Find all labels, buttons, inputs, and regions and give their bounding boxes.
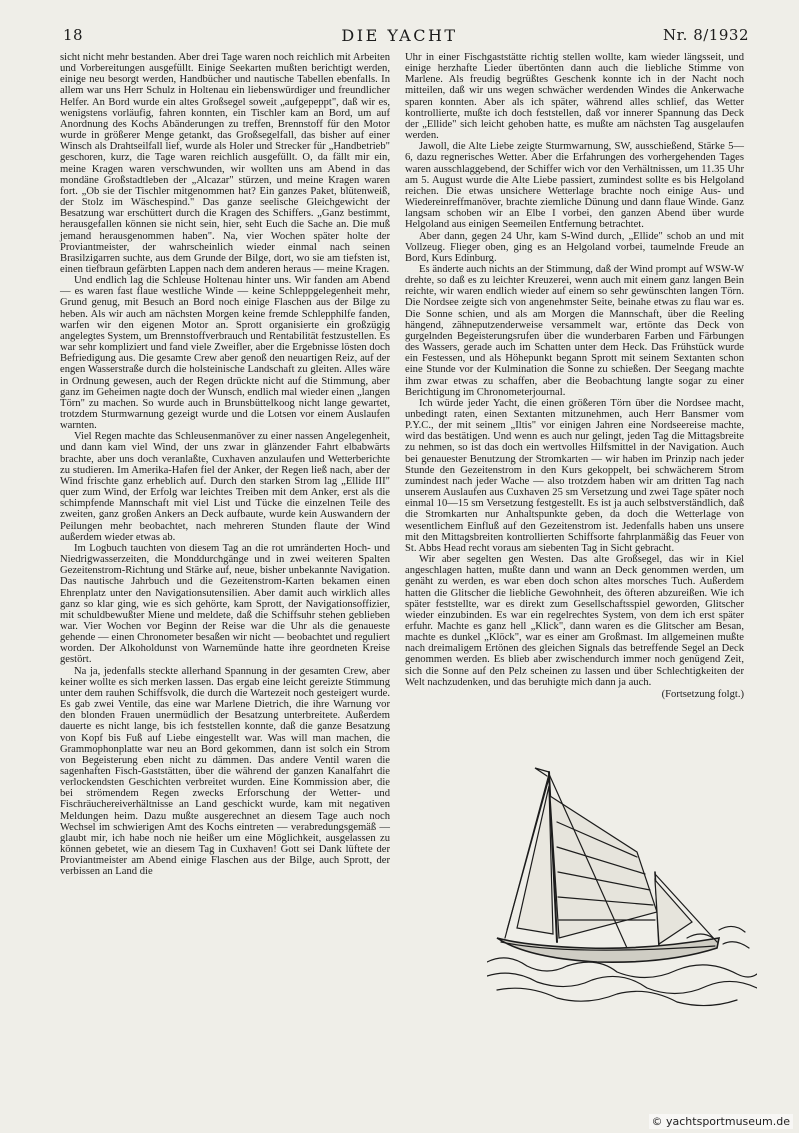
paragraph: Wir aber segelten gen Westen. Das alte Großsegel, das wir in Kiel angeschlagen hatten, mußte dann und wann an Deck genommen werden, um genäht zu werden, es war eben doch schon altes morsches Tuch. Außerdem hatten die Glitscher die liebliche Gewohnheit, des öfteren abzureißen. Wie ich später feststellte, war es direkt zum Gesellschaftsspiel geworden, Glitscher wieder einzubinden. Es war ein regelrechtes System, von dem ich erst später erfuhr. Machte es ganz hell „Klick", dann waren es die Glitscher am Besan, machte es dunkel „Klöck", war es einer am Großmast. Im allgemeinen mußte nach dreimaligem Ertönen des gleichen Signals das betreffende Segel an Deck genommen werden. Es blieb aber zwischendurch immer noch genügend Zeit, sich die Sonne auf den Pelz scheinen zu lassen und über Schlechtigkeiten der Welt nachzudenken, und das beruhigte mich dann ja auch. [405,554,744,688]
left-column [60,52,390,878]
paragraph: Ich würde jeder Yacht, die einen größeren Törn über die Nordsee macht, unbedingt raten, einen Sextanten mitzunehmen, auch Herr Bansmer vom P.Y.C., der mit seinem „Iltis" vor einigen Jahren eine Nordseereise machte, wird das bestätigen. Und wenn es auch nur gelingt, jeden Tag die Mittagsbreite zu nehmen, so ist das doch ein wertvolles Hilfsmittel in der Navigation. Auch bei genauester Benutzung der Stromkarten — wir haben im Prinzip nach jeder Stunde den Gezeitenstrom in den Kurs gekoppelt, bei schwächerem Strom zumindest nach jeder Wache — also trotzdem haben wir am dritten Tag nach unserem Auslaufen aus Cuxhaven 25 sm Versetzung und zwei Tage später noch einmal 10—15 sm Versetzung festgestellt. Es ist ja auch selbstverständlich, daß die Stromkarten nur Anhaltspunkte geben, da doch die Wetterlage von wesentlichem Einfluß auf den Gezeitenstrom ist. Jedenfalls haben uns unsere mit den Mittagsbreiten kontrollierten Schiffsorte fahrplanmäßig das Feuer von St. Abbs Head recht voraus am siebenten Tag in Sicht gebracht. [405,397,744,554]
magazine-title: DIE YACHT [341,26,458,45]
watermark: © yachtsportmuseum.de [649,1114,793,1129]
paragraph: Im Logbuch tauchten von diesem Tag an die rot umränderten Hoch- und Niedrigwasserzeiten, die Monddurchgänge und in zwei weiteren Spalten Gezeitenstrom-Richtung und Stärke auf, neue, bisher unbekannte Navigation. Das nautische Jahrbuch und die Gezeitenstrom-Karten bekamen einen Ehrenplatz unter den Navigationsutensilien. Aber damit auch wirklich alles ganz so klar ging, wie es sich gehörte, kam Sprott, der Navigationsoffizier, mit schuldbewußter Miene und meldete, daß die Schiffsuhr stehen geblieben war. Vier Wochen vor Beginn der Reise war die Uhr als die genaueste gehende — einen Chronometer besaßen wir nicht — beobachtet und reguliert worden. Der Alkoholdunst von Warnemünde hatte ihre geordneten Kreise gestört. [60,542,390,666]
right-column [405,52,744,700]
page-number: 18 [63,26,84,44]
paragraph: Jawoll, die Alte Liebe zeigte Sturmwarnung, SW, ausschießend, Stärke 5—6, dazu regnerisches Wetter. Aber die Erfahrungen des vorhergehenden Tages waren ausschlaggebend, der Schiffer wich vor den Verhältnissen, um 11.35 Uhr am 5. August wurde die Alte Liebe passiert, zumindest sollte es bis Helgoland reichen. Die etwas unsichere Wetterlage brachte noch einige Aus- und Wiedereinreffmanöver, brachte ziemliche Dünung und dann flaue Winde. Ganz langsam schoben wir an Elbe I vorbei, den ganzen Abend über wurde Helgoland aus einigen Seemeilen Entfernung betrachtet. [405,141,744,231]
paragraph: Viel Regen machte das Schleusenmanöver zu einer nassen Angelegenheit, und dann kam viel Wind, der uns zwar in glänzender Fahrt elbabwärts brachte, aber uns doch veranlaßte, Cuxhaven anzulaufen und Wetterberichte zu studieren. Im Amerika-Hafen fiel der Anker, der Regen ließ nach, aber der Wind frischte ganz erheblich auf. Durch den starken Strom lag „Ellide III" quer zum Wind, der Erfolg war leichtes Treiben mit dem Anker, erst als die schimpfende Mannschaft mit viel List und Tücke die einzelnen Teile des zweiten, ganz großen Ankers an Deck aufbaute, wurde kein Auswandern der Peilungen mehr beobachtet, nach mehreren Stunden flaute der Wind außerdem wieder etwas ab. [60,431,390,543]
paragraph: Uhr in einer Fischgaststätte richtig stellen wollte, kam wieder längsseit, und einige herzhafte Lieder übertönten dann auch die liebliche Stimme von Marlene. Als freudig begrüßtes Geschenk konnte ich in der Nacht noch mitteilen, daß wir uns wegen schwächer werdenden Windes die Ankerwache sparen konnten. Aber als ich später, während alles schlief, das Wetter kontrollierte, mußte ich doch feststellen, daß vor innerer Spannung das Deck der „Ellide" sich leicht gehoben hatte, es mußte am nächsten Tag ausgelaufen werden. [405,52,744,142]
paragraph: Es änderte auch nichts an der Stimmung, daß der Wind prompt auf WSW-W drehte, so daß es zu leichter Kreuzerei, wenn auch mit einem ganz langen Bein reichte, wir waren endlich wieder auf einem so sehr gewünschten langen Törn. Die Nordsee zeigte sich von angenehmster Seite, beinahe etwas zu flau war es. Die Sonne schien, und als am Morgen die Mannschaft, über die Reeling hängend, zähneputzenderweise versammelt war, ertönte das Deck von gurgelnden Begeisterungsrufen über die wunderbaren Farben und Färbungen des Wassers, gerade auch im Schatten unter dem Heck. Das Frühstück wurde ein Festessen, und als Höhepunkt begann Sprott mit seinem Sextanten schon eine Stunde vor der Kulmination die Sonne zu schießen. Der Seegang machte ihm zwar etwas zu schaffen, aber die Beobachtung langte sogar zu einer Berichtigung im Chronometerjournal. [405,263,744,398]
issue-number: Nr. 8/1932 [663,26,749,44]
paragraph: sicht nicht mehr bestanden. Aber drei Tage waren noch reichlich mit Arbeiten und Vorbereitungen ausgefüllt. Einige Seekarten mußten berichtigt werden, einige neu besorgt werden, Handbücher und nautische Tabellen ebenfalls. In allem war uns Herr Schulz in Holtenau ein liebenswürdiger und freundlicher Helfer. An Bord wurde ein altes Großsegel soweit „aufgepeppt", daß wir es, wenigstens vorläufig, fahren konnten, ein Tischler kam an Bord, um auf Anordnung des Kochs Abänderungen zu treffen, Brennstoff für den Motor wurde in größerer Menge getankt, das Großsegelfall, das bisher auf einer Winsch als Drahtseilfall lief, wurde als Holer und Strecker für „Handbetrieb" geschoren, kurz, die Tage waren reichlich ausgefüllt. O, da fällt mir ein, meine Kragen waren verschwunden, wir wollten uns am Abend in das mondäne Großstadtleben der „Alcazar" stürzen, und meine Kragen waren fort. „Ob sie der Tischler mitgenommen hat? Ein ganzes Paket, blütenweiß, der Stolz im Wäschespind." Das ganze seelische Gleichgewicht der Besatzung war erschüttert durch die Kragen des Schiffers. „Ganz bestimmt, herausgefallen können sie nicht sein, hier, seht Euch die Sache an. Die muß jemand herausgenommen haben". Na, vier Wochen später holte der Proviantmeister, der wahrscheinlich wieder einmal nach seinen Brasilzigarren suchte, aus dem Grunde der Bilge, dort, wo sie am tiefsten ist, einen tiefbraun gefärbten Lappen nach dem anderen heraus — meine Kragen. [60,52,390,275]
continuation-note: (Fortsetzung folgt.) [661,688,744,700]
paragraph: Aber dann, gegen 24 Uhr, kam S-Wind durch, „Ellide" schob an und mit Vollzeug. Flieger oben, ging es an Helgoland vorbei, taumelnde Freude an Bord, Kurs Edinburg. [405,230,744,264]
paragraph: Und endlich lag die Schleuse Holtenau hinter uns. Wir fanden am Abend — es waren fast flaue westliche Winde — keine Schleppgelegenheit mehr, Grund genug, mit Besuch an Bord noch einige Flaschen aus der Bilge zu heben. Als wir auch am nächsten Morgen keine fremde Schlepphilfe fanden, warfen wir den eigenen Motor an. Sprott organisierte ein großzügig angelegtes System, um Brennstoffverbrauch und Rentabilität festzustellen. Es war sehr kompliziert und fand viele Zweifler, aber die Ergebnisse lösten doch Befriedigung aus. Die gesamte Crew aber genoß den neuartigen Reiz, auf der engen Wasserstraße durch die holsteinische Landschaft zu gleiten. Alles wäre in Ordnung gewesen, auch der Regen drückte nicht auf die Stimmung, aber ganz im Geheimen nagte doch der Wunsch, endlich mal wieder einen „langen Törn" zu machen. So wurde auch in Brunsbüttelkoog nicht lange gewartet, trotzdem Sturmwarnung gezeigt wurde und die Lotsen vor einem Auslaufen warnten. [60,275,390,432]
sailboat-illustration-icon [487,762,757,1012]
paragraph: Na ja, jedenfalls steckte allerhand Spannung in der gesamten Crew, aber keiner wollte es sich merken lassen. Das ergab eine leicht gereizte Stimmung unter dem rauhen Schiffsvolk, die durch die Wartezeit noch gesteigert wurde. Es gab zwei Ventile, das eine war Marlene Dietrich, die ihre Warnung vor den blonden Frauen unermüdlich der Besatzung unterbreitete. Außerdem dauerte es nicht lange, bis ich feststellen konnte, daß die ganze Besatzung von Kopf bis Fuß auf Liebe eingestellt war. Was will man machen, die Grammophonplatte war neu an Bord gekommen, dann ist solch ein Strom von Begeisterung eben nicht zu dämmen. Das andere Ventil waren die sagenhaften Fisch-Gaststätten, über die während der ganzen Kanalfahrt die verlockendsten Geschichten verbreitet wurden. Eine Kommission aber, die bei strömendem Regen zwecks Erforschung der Wetter- und Fischräuchereiverhältnisse an Land geschickt wurde, kam mit negativen Meldungen heim. Dazu mußte ausgerechnet an diesem Tage auch noch Wechsel im schwierigen Amt des Kochs eintreten — verabredungsgemäß — glaubt mir, ich habe noch nie heißer um eine Möglichkeit, ausgelassen zu können gebetet, wie an diesem Tag in Cuxhaven! Gott sei Dank lüftete der Proviantmeister am Abend einige Flaschen aus der Bilge, auch Sprott, der verbissen an Land die [60,665,390,878]
